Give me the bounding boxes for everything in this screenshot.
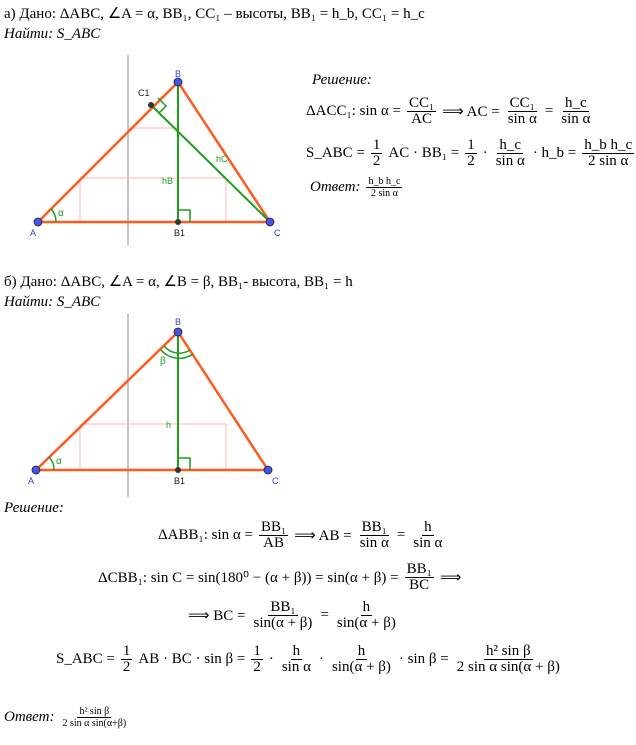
part-b-solution-label: Решение: — [4, 500, 64, 516]
label-a: A — [30, 228, 37, 238]
part-a-given: а) Дано: ΔABC, ∠A = α, BB₁, CC₁ – высоты, BB₁ = h_b, CC₁ = h_c — [4, 6, 425, 22]
vertex-a — [34, 218, 42, 226]
label-h: h — [166, 420, 172, 430]
vertex-b1 — [175, 219, 181, 225]
label-c1: C1 — [138, 88, 150, 98]
part-b-given: б) Дано: ΔABC, ∠A = α, ∠B = β, BB₁- высота, BB₁ = h — [4, 274, 353, 290]
label-c: C — [274, 228, 281, 238]
angle-alpha-arc — [51, 209, 56, 222]
part-a-find: Найти: S_ABC — [4, 26, 101, 42]
part-b-find: Найти: S_ABC — [4, 294, 101, 310]
vertex-c — [266, 218, 274, 226]
part-a-equation-1: ΔACC₁: sin α = $\frac{\text{CC₁}}{AC}$ ⟹ AC = $\frac{\text{CC₁}}{\text{sin α}}$ = $\frac{h\_c}{\text{sin α}}$ — [306, 95, 591, 127]
label-b: B — [175, 317, 182, 327]
part-b-answer: Ответ: $\frac{\text{h² sin β}}{\text{2 sin α sin(α+β)}}$ — [4, 706, 127, 729]
part-b-equation-3: ⟹ BC = $\frac{\text{BB₁}}{\sin(\alpha + \beta)}$ = $\frac{h}{\sin(\alpha + \beta)}$ — [188, 599, 396, 631]
label-b: B — [175, 69, 182, 79]
vertex-c — [264, 466, 272, 474]
part-b-equation-2: ΔCBB₁: sin C = sin(180⁰ − (α + β)) = sin(α + β) = $\frac{\text{BB₁}}{BC}$ ⟹ — [98, 561, 462, 593]
part-b-diagram — [20, 312, 300, 502]
angle-alpha-arc — [49, 457, 54, 470]
label-b1: B1 — [174, 476, 186, 486]
part-a-solution-label: Решение: — [312, 72, 372, 88]
label-alpha: α — [58, 208, 64, 219]
part-b-equation-1: ΔABB₁: sin α = $\frac{\text{BB₁}}{AB}$ ⟹ AB = $\frac{\text{BB₁}}{\text{sin α}}$ = $\frac{h}{\text{sin α}}$ — [158, 519, 443, 551]
height-cc1 — [151, 105, 270, 222]
part-a-answer: Ответ: $\frac{\text{h\_b h\_c}}{\text{2 sin α}}$ — [310, 176, 401, 199]
right-angle-c1 — [158, 98, 166, 113]
vertex-c1 — [148, 102, 154, 108]
vertex-b — [174, 78, 182, 86]
part-a-diagram — [20, 50, 300, 250]
label-alpha: α — [56, 456, 62, 467]
label-hb: hB — [162, 176, 174, 186]
part-a-equation-2: S_ABC = $\frac{1}{2}$ AC · BB₁ = $\frac{1}{2}$ · $\frac{h\_c}{\text{sin α}}$ · h_b = $\frac{\text{h\_b h\_c}}{\text{2 sin α}}$ — [306, 137, 633, 169]
label-c: C — [272, 476, 279, 486]
label-a: A — [28, 476, 35, 486]
label-beta: β — [160, 356, 166, 367]
vertex-b1 — [175, 467, 181, 473]
vertex-b — [174, 328, 182, 336]
triangle-abc — [36, 332, 268, 470]
triangle-abc — [38, 82, 270, 222]
vertex-a — [32, 466, 40, 474]
label-hc: hC — [216, 154, 228, 164]
label-b1: B1 — [174, 228, 186, 238]
part-b-equation-4: S_ABC = $\frac{1}{2}$ AB · BC · sin β = $\frac{1}{2}$ · $\frac{h}{\text{sin α}}$ · $\frac{h}{\sin(\alpha + \beta)}$ · sin β = $\frac{\text{h² sin β}}{\text{2 sin α sin(α + β)}}$ — [56, 643, 560, 675]
